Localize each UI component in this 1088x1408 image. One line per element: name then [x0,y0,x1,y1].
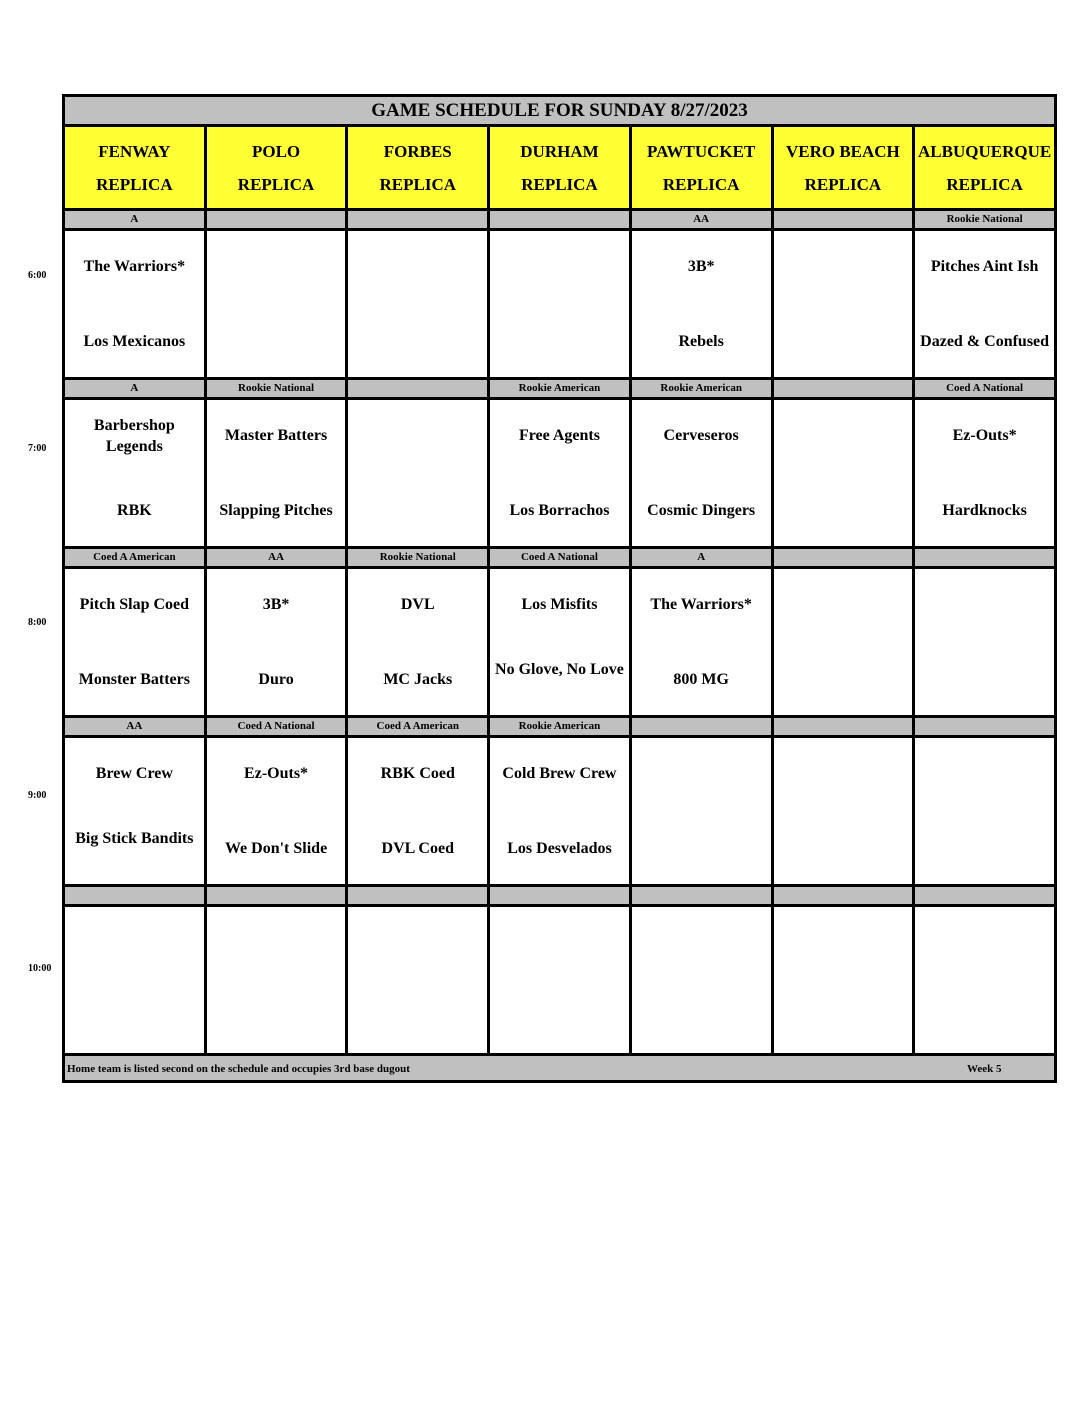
away-team: Brew Crew [95,765,173,782]
home-team: No Glove, No Love [495,661,624,678]
division-label: Coed A American [347,717,489,737]
game-cell [772,568,914,717]
division-label [914,886,1056,906]
away-team: Ez-Outs* [952,427,1017,444]
venue-sub: REPLICA [662,174,740,194]
game-cell [347,399,489,548]
game-cell [347,230,489,379]
home-team: Monster Batters [78,671,190,688]
division-label: Rookie National [914,210,1056,230]
venue-name: DURHAM [520,141,599,161]
game-cell [630,906,772,1055]
division-label [630,717,772,737]
game-cell [205,906,347,1055]
game-cell [772,230,914,379]
footer [64,1055,1056,1082]
division-label: Rookie National [205,379,347,399]
division-label [914,717,1056,737]
division-row [64,210,1056,230]
game-cell [914,906,1056,1055]
home-team: Big Stick Bandits [75,830,194,847]
game-row [64,399,1056,548]
division-label: AA [64,717,206,737]
division-label [772,886,914,906]
game-cell [64,568,206,717]
game-cell [489,230,631,379]
division-label [772,210,914,230]
home-team: DVL Coed [381,840,454,857]
division-label [347,886,489,906]
division-row [64,717,1056,737]
game-cell [347,737,489,886]
game-cell [914,399,1056,548]
game-cell [772,906,914,1055]
venue-header [772,126,914,210]
division-label: A [64,379,206,399]
division-label [205,210,347,230]
game-row [64,230,1056,379]
division-label: Coed A National [205,717,347,737]
division-row [64,548,1056,568]
game-cell [205,399,347,548]
division-label: Coed A National [914,379,1056,399]
away-team: The Warriors* [650,596,752,613]
division-label [489,210,631,230]
time-label: 9:00 [28,790,47,801]
game-row [64,906,1056,1055]
division-label [772,717,914,737]
venue-name: PAWTUCKET [647,141,756,161]
away-team: Cerveseros [663,427,739,444]
division-label [489,886,631,906]
division-label: AA [205,548,347,568]
home-team: Dazed & Confused [920,333,1050,350]
venue-header [205,126,347,210]
game-cell [489,737,631,886]
division-label [347,210,489,230]
division-label [772,379,914,399]
home-team: Hardknocks [942,502,1027,519]
game-row [64,737,1056,886]
venue-name: ALBUQUERQUE [918,141,1052,161]
footer-row [64,1055,1056,1082]
venue-name: FORBES [383,141,452,161]
time-label: 8:00 [28,617,47,628]
venue-sub: REPLICA [237,174,315,194]
division-row [64,886,1056,906]
division-label [64,886,206,906]
game-cell [64,906,206,1055]
home-team: Duro [258,671,294,688]
venue-name: VERO BEACH [785,141,900,161]
game-cell [205,737,347,886]
away-team: Master Batters [224,427,328,444]
venue-header [489,126,631,210]
home-team: Slapping Pitches [219,502,333,519]
away-team: Los Misfits [521,596,598,613]
home-team: 800 MG [673,671,729,688]
division-label: Coed A National [489,548,631,568]
venue-sub: REPLICA [379,174,457,194]
away-team: RBK Coed [380,765,455,782]
venue-name: FENWAY [98,141,171,161]
venue-sub: REPLICA [96,174,173,194]
division-label: Rookie American [630,379,772,399]
venue-header [64,126,206,210]
division-label: Rookie American [489,379,631,399]
game-cell [64,230,206,379]
division-label [347,379,489,399]
game-cell [630,737,772,886]
division-label: Rookie National [347,548,489,568]
home-team: Cosmic Dingers [647,502,756,519]
away-team: Pitch Slap Coed [79,596,190,613]
away-team: The Warriors* [83,258,186,275]
schedule-table [62,94,1057,1083]
footer-note: Home team is listed second on the schedule and occupies 3rd base dugout [67,1063,410,1075]
venue-header [914,126,1056,210]
venue-sub: REPLICA [946,174,1023,194]
game-cell [914,568,1056,717]
division-row [64,379,1056,399]
division-label: Rookie American [489,717,631,737]
time-label: 6:00 [28,270,47,281]
home-team: Rebels [678,333,724,350]
title-row [64,96,1056,126]
game-cell [64,399,206,548]
home-team: Los Borrachos [509,502,610,519]
home-team: MC Jacks [383,671,453,688]
time-label: 7:00 [28,443,47,454]
game-row [64,568,1056,717]
game-cell [489,906,631,1055]
game-cell [64,737,206,886]
week-label: Week 5 [967,1063,1002,1075]
division-label: AA [630,210,772,230]
away-team: 3B* [262,596,290,613]
home-team: Los Desvelados [507,840,612,857]
time-label: 10:00 [28,963,52,974]
game-cell [772,399,914,548]
game-cell [630,230,772,379]
schedule-title: GAME SCHEDULE FOR SUNDAY 8/27/2023 [64,96,1056,126]
home-team: RBK [117,502,152,519]
venue-header [347,126,489,210]
division-label: A [630,548,772,568]
game-cell [630,568,772,717]
away-team: DVL [400,596,435,613]
venue-name: POLO [251,141,301,161]
venue-sub: REPLICA [521,174,598,194]
division-label [914,548,1056,568]
game-cell [914,737,1056,886]
home-team: Los Mexicanos [83,333,186,350]
game-cell [489,399,631,548]
game-cell [489,568,631,717]
game-cell [205,230,347,379]
venue-header [630,126,772,210]
home-team: We Don't Slide [224,840,328,857]
division-label: Coed A American [64,548,206,568]
division-label [772,548,914,568]
game-cell [630,399,772,548]
game-cell [914,230,1056,379]
away-team: Free Agents [518,427,600,444]
away-team: Cold Brew Crew [502,765,617,782]
game-cell [205,568,347,717]
game-cell [347,568,489,717]
game-cell [772,737,914,886]
away-team: 3B* [687,258,715,275]
venue-sub: REPLICA [804,174,882,194]
division-label [205,886,347,906]
venue-row [64,126,1056,210]
division-label [630,886,772,906]
game-cell [347,906,489,1055]
away-team: Pitches Aint Ish [930,258,1039,275]
division-label: A [64,210,206,230]
away-team: Barbershop Legends [93,417,175,455]
away-team: Ez-Outs* [244,765,309,782]
